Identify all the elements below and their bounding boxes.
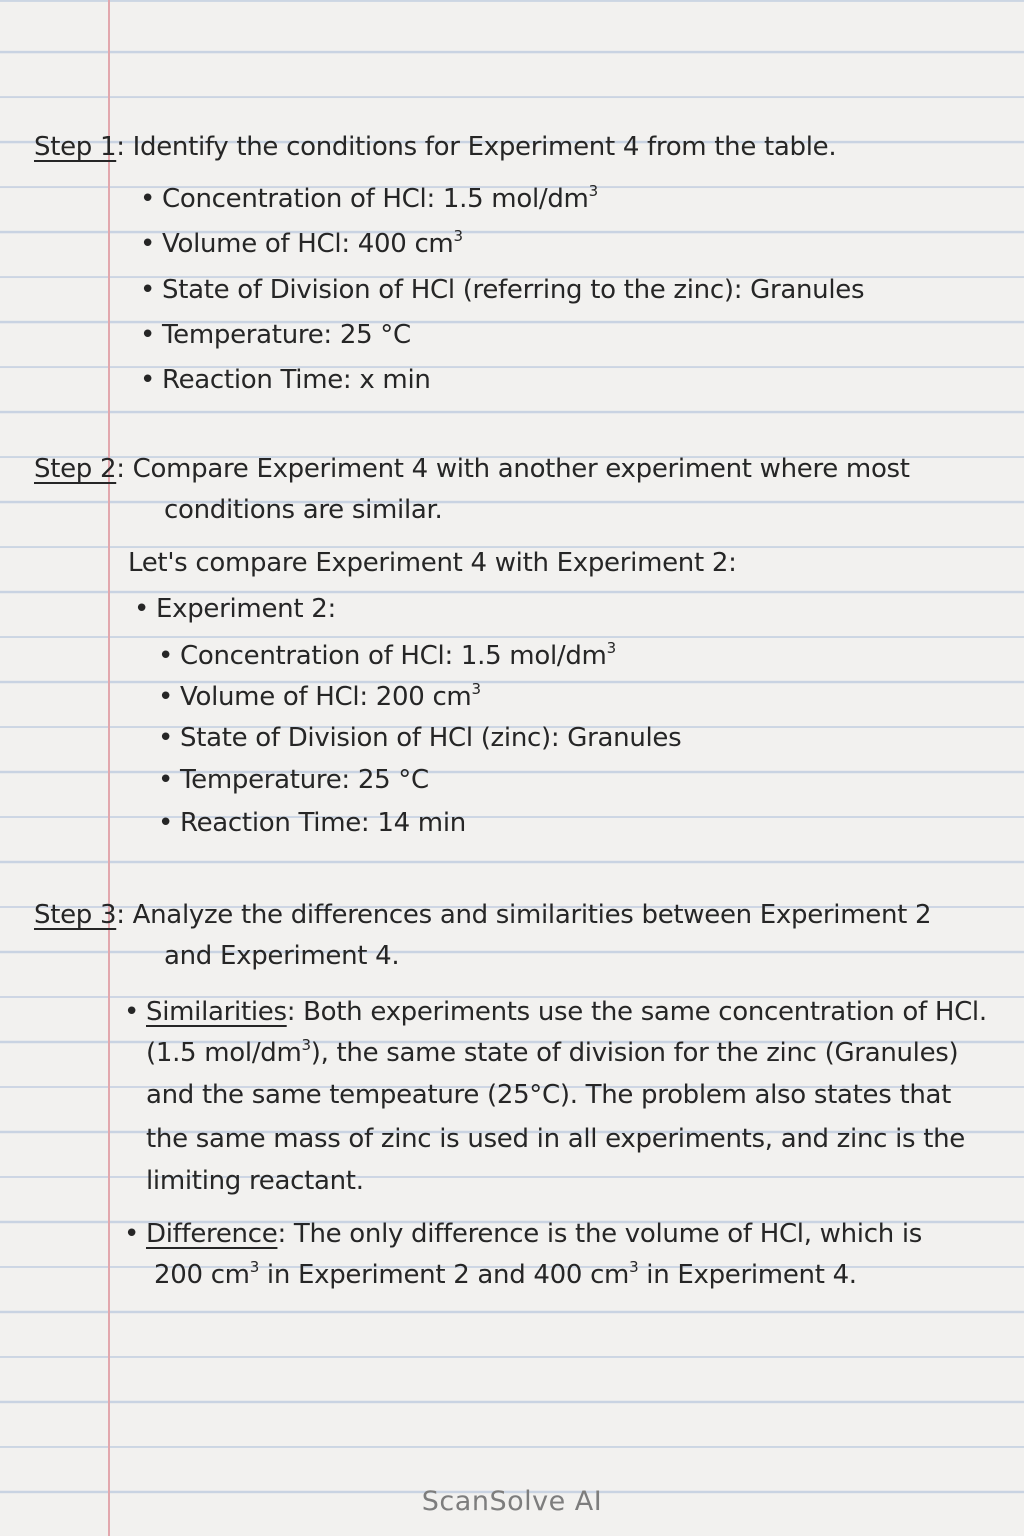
step2-intro: Let's compare Experiment 4 with Experiment 2:	[128, 548, 737, 578]
similarities-line: (1.5 mol/$dm^3$), the same state of division for the zinc (Granules)	[146, 1036, 959, 1068]
step2-item: • Concentration of HCl: 1.5 mol/$dm^3$	[158, 639, 616, 671]
step2-label: Step 2	[34, 454, 117, 484]
step1-heading	[34, 130, 836, 164]
step3-heading	[34, 898, 931, 932]
bullet-icon: •	[140, 229, 156, 259]
margin-line	[108, 0, 110, 1536]
bullet-icon: •	[140, 275, 156, 305]
step1-item: • Temperature: 25 °C	[140, 320, 411, 350]
difference-line: 200 $cm^3$ in Experiment 2 and 400 $cm^3$ in Experiment 4.	[154, 1258, 857, 1290]
similarities-line: the same mass of zinc is used in all experiments, and zinc is the	[146, 1124, 965, 1154]
step1-item: • Reaction Time: x min	[140, 365, 431, 395]
similarities-label: Similarities	[146, 997, 287, 1027]
difference-label: Difference	[146, 1219, 278, 1249]
step2-heading	[34, 452, 910, 486]
experiment-2-heading: • Experiment 2:	[134, 594, 336, 624]
bullet-icon: •	[140, 184, 156, 214]
bullet-icon: •	[158, 641, 174, 671]
step2-item: • State of Division of HCl (zinc): Granules	[158, 723, 682, 753]
step2-title: : Compare Experiment 4 with another experiment where most	[116, 454, 910, 484]
step3-title: : Analyze the differences and similarities between Experiment 2	[116, 900, 932, 930]
similarities-paragraph: • Similarities: Both experiments use the same concentration of HCl.	[124, 997, 987, 1027]
step3-title-continued: and Experiment 4.	[164, 941, 400, 971]
bullet-icon: •	[158, 723, 174, 753]
step2-item: • Volume of HCl: 200 $cm^3$	[158, 680, 481, 712]
bullet-icon: •	[140, 365, 156, 395]
step1-item: • Concentration of HCl: 1.5 mol/$dm^3$	[140, 182, 598, 214]
step1-item: • Volume of HCl: 400 $cm^3$	[140, 227, 463, 259]
step2-title-continued: conditions are similar.	[164, 495, 443, 525]
bullet-icon: •	[158, 682, 174, 712]
difference-paragraph: • Difference: The only difference is the volume of HCl, which is	[124, 1219, 923, 1249]
step1-label: Step 1	[34, 132, 117, 162]
bullet-icon: •	[134, 594, 150, 624]
bullet-icon: •	[158, 765, 174, 795]
bullet-icon: •	[124, 997, 140, 1027]
step2-item: • Temperature: 25 °C	[158, 765, 429, 795]
step2-item: • Reaction Time: 14 min	[158, 808, 466, 838]
bullet-icon: •	[140, 320, 156, 350]
bullet-icon: •	[158, 808, 174, 838]
step3-label: Step 3	[34, 900, 117, 930]
similarities-line: and the same tempeature (25°C). The problem also states that	[146, 1080, 952, 1110]
bullet-icon: •	[124, 1219, 140, 1249]
step1-title: : Identify the conditions for Experiment 4 from the table.	[116, 132, 837, 162]
watermark: ScanSolve AI	[421, 1486, 603, 1517]
similarities-line: limiting reactant.	[146, 1166, 364, 1196]
step1-item: • State of Division of HCl (referring to the zinc): Granules	[140, 275, 865, 305]
